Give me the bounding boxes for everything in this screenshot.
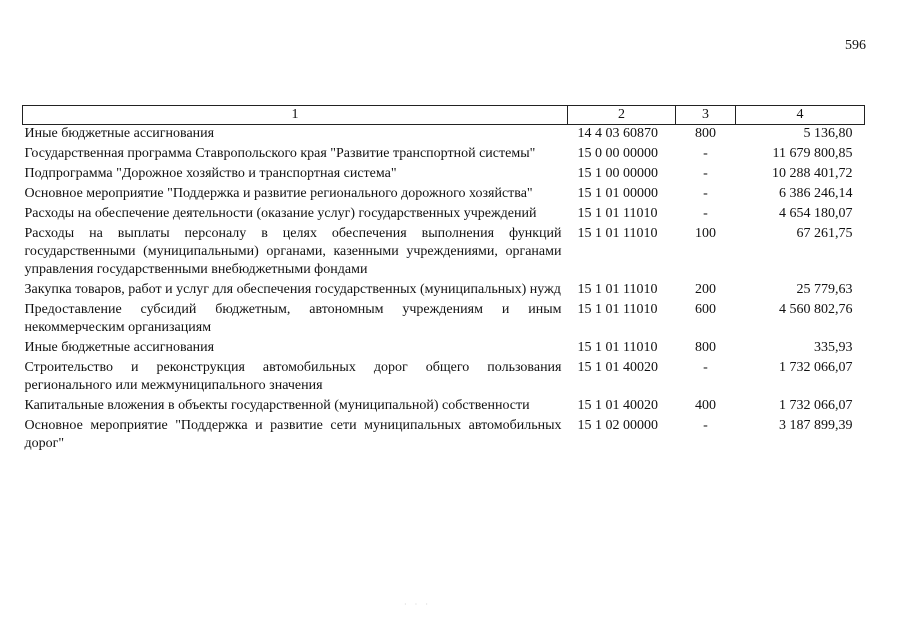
- row-code: 14 4 03 60870: [577, 126, 658, 141]
- row-expense-type: 200: [695, 282, 716, 297]
- header-col-4: 4: [736, 106, 865, 125]
- row-code: 15 1 00 00000: [577, 166, 658, 181]
- row-expense-type: 100: [695, 226, 716, 241]
- row-name: Расходы на выплаты персоналу в целях обеспечения выполнения функций государственными (муниципальными) органами, казенными учреждениями, органами управления государственными внебюджетными фондами: [24, 226, 562, 277]
- row-code: 15 1 02 00000: [577, 418, 658, 433]
- row-name: Иные бюджетные ассигнования: [24, 126, 215, 141]
- row-name: Иные бюджетные ассигнования: [24, 340, 215, 355]
- row-amount: 6 386 246,14: [779, 186, 853, 201]
- row-amount: 3 187 899,39: [779, 418, 853, 433]
- row-code: 15 0 00 00000: [577, 146, 658, 161]
- table-row: [23, 339, 865, 359]
- row-expense-type: 400: [695, 398, 716, 413]
- row-amount: 5 136,80: [803, 126, 853, 141]
- row-amount: 1 732 066,07: [779, 360, 853, 375]
- table-row: [23, 281, 865, 301]
- table-row: [23, 145, 865, 165]
- row-code: 15 1 01 40020: [577, 398, 658, 413]
- row-name: Строительство и реконструкция автомобильных дорог общего пользования регионального или межмуниципального значения: [24, 360, 562, 393]
- scan-smudge: · · ·: [404, 600, 431, 609]
- row-name: Предоставление субсидий бюджетным, автономным учреждениям и иным некоммерческим организациям: [24, 302, 562, 335]
- table-body: [23, 125, 865, 456]
- table-row: [23, 301, 865, 339]
- row-expense-type: -: [703, 360, 708, 375]
- row-name: Капитальные вложения в объекты государственной (муниципальной) собственности: [24, 398, 530, 413]
- row-code: 15 1 01 11010: [577, 302, 658, 317]
- row-amount: 11 679 800,85: [772, 146, 853, 161]
- row-expense-type: -: [703, 186, 708, 201]
- row-code: 15 1 01 00000: [577, 186, 658, 201]
- row-amount: 67 261,75: [796, 226, 853, 241]
- row-name: Подпрограмма "Дорожное хозяйство и транспортная система": [24, 166, 397, 181]
- table-row: [23, 225, 865, 281]
- table-row: [23, 125, 865, 146]
- row-code: 15 1 01 11010: [577, 340, 658, 355]
- table-header: [23, 106, 865, 125]
- header-row: [23, 106, 865, 125]
- budget-table: [22, 105, 865, 455]
- page-number: 596: [845, 38, 866, 53]
- row-amount: 25 779,63: [796, 282, 853, 297]
- row-expense-type: 600: [695, 302, 716, 317]
- table-row: [23, 417, 865, 455]
- header-col-1: 1: [23, 106, 568, 125]
- row-code: 15 1 01 11010: [577, 282, 658, 297]
- row-name: Закупка товаров, работ и услуг для обеспечения государственных (муниципальных) нужд: [24, 282, 561, 297]
- row-expense-type: 800: [695, 340, 716, 355]
- row-expense-type: -: [703, 418, 708, 433]
- row-name: Основное мероприятие "Поддержка и развитие регионального дорожного хозяйства": [24, 186, 533, 201]
- row-amount: 10 288 401,72: [772, 166, 853, 181]
- row-code: 15 1 01 11010: [577, 206, 658, 221]
- row-amount: 1 732 066,07: [779, 398, 853, 413]
- header-col-3: 3: [676, 106, 736, 125]
- row-code: 15 1 01 40020: [577, 360, 658, 375]
- table-row: [23, 165, 865, 185]
- table-row: [23, 397, 865, 417]
- row-name: Основное мероприятие "Поддержка и развитие сети муниципальных автомобильных дорог": [24, 418, 562, 451]
- row-expense-type: -: [703, 166, 708, 181]
- table-row: [23, 185, 865, 205]
- row-expense-type: 800: [695, 126, 716, 141]
- header-col-2: 2: [568, 106, 676, 125]
- row-name: Расходы на обеспечение деятельности (оказание услуг) государственных учреждений: [24, 206, 537, 221]
- row-amount: 4 560 802,76: [779, 302, 853, 317]
- row-expense-type: -: [703, 206, 708, 221]
- table-row: [23, 205, 865, 225]
- row-code: 15 1 01 11010: [577, 226, 658, 241]
- row-amount: 4 654 180,07: [779, 206, 853, 221]
- table-row: [23, 359, 865, 397]
- row-amount: 335,93: [814, 340, 853, 355]
- row-expense-type: -: [703, 146, 708, 161]
- row-name: Государственная программа Ставропольского края "Развитие транспортной системы": [24, 146, 536, 161]
